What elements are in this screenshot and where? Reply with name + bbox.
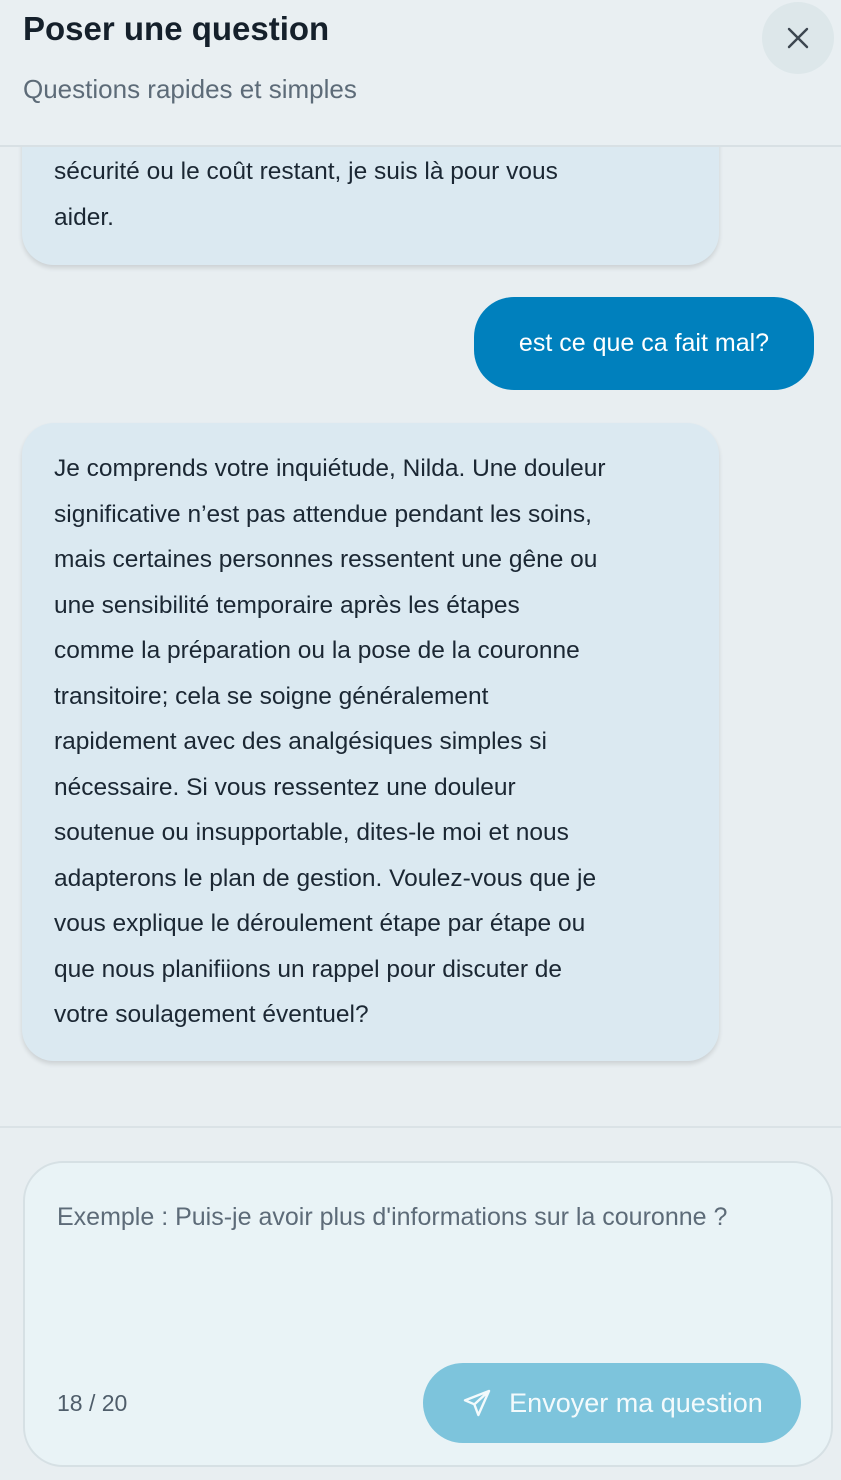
message-line: que nous planifiions un rappel pour discuter de (54, 955, 563, 983)
message-line: comme la préparation ou la pose de la couronne (54, 637, 580, 664)
user-message: est ce que ca fait mal? (474, 297, 814, 390)
divider (0, 1126, 841, 1128)
message-line: rapidement avec des analgésiques simples si (54, 728, 547, 755)
message-line: adapterons le plan de gestion. Voulez-vous que je (54, 864, 597, 892)
close-button[interactable] (762, 2, 834, 74)
header (0, 0, 841, 147)
send-icon (461, 1387, 493, 1419)
page-title: Poser une question (23, 10, 330, 47)
message-line: vous explique le déroulement étape par étape ou (54, 910, 586, 937)
close-icon (786, 26, 810, 50)
assistant-message (22, 423, 719, 1061)
message-line: Je comprends votre inquiétude, Nilda. Une douleur (54, 455, 606, 482)
message-line: nécessaire. Si vous ressentez une douleur (54, 773, 516, 801)
question-composer (23, 1161, 833, 1467)
question-input[interactable]: Exemple : Puis-je avoir plus d'informations sur la couronne ? (57, 1203, 728, 1231)
message-line: significative n’est pas attendue pendant les soins, (54, 500, 592, 528)
message-line: une sensibilité temporaire après les étapes (54, 591, 520, 619)
message-line: aider. (54, 203, 114, 231)
message-line: transitoire; cela se soigne généralement (54, 682, 489, 710)
message-line: sécurité ou le coût restant, je suis là pour vous (54, 158, 558, 185)
message-line: mais certaines personnes ressentent une gêne ou (54, 546, 598, 573)
assistant-message (22, 147, 719, 265)
message-line: soutenue ou insupportable, dites-le moi et nous (54, 819, 569, 846)
chat-messages[interactable] (0, 147, 841, 1127)
page-subtitle: Questions rapides et simples (23, 74, 357, 104)
message-line: votre soulagement éventuel? (54, 1001, 369, 1028)
send-label: Envoyer ma question (509, 1387, 763, 1418)
send-question-button[interactable] (423, 1363, 801, 1443)
question-counter: 18 / 20 (57, 1390, 128, 1416)
